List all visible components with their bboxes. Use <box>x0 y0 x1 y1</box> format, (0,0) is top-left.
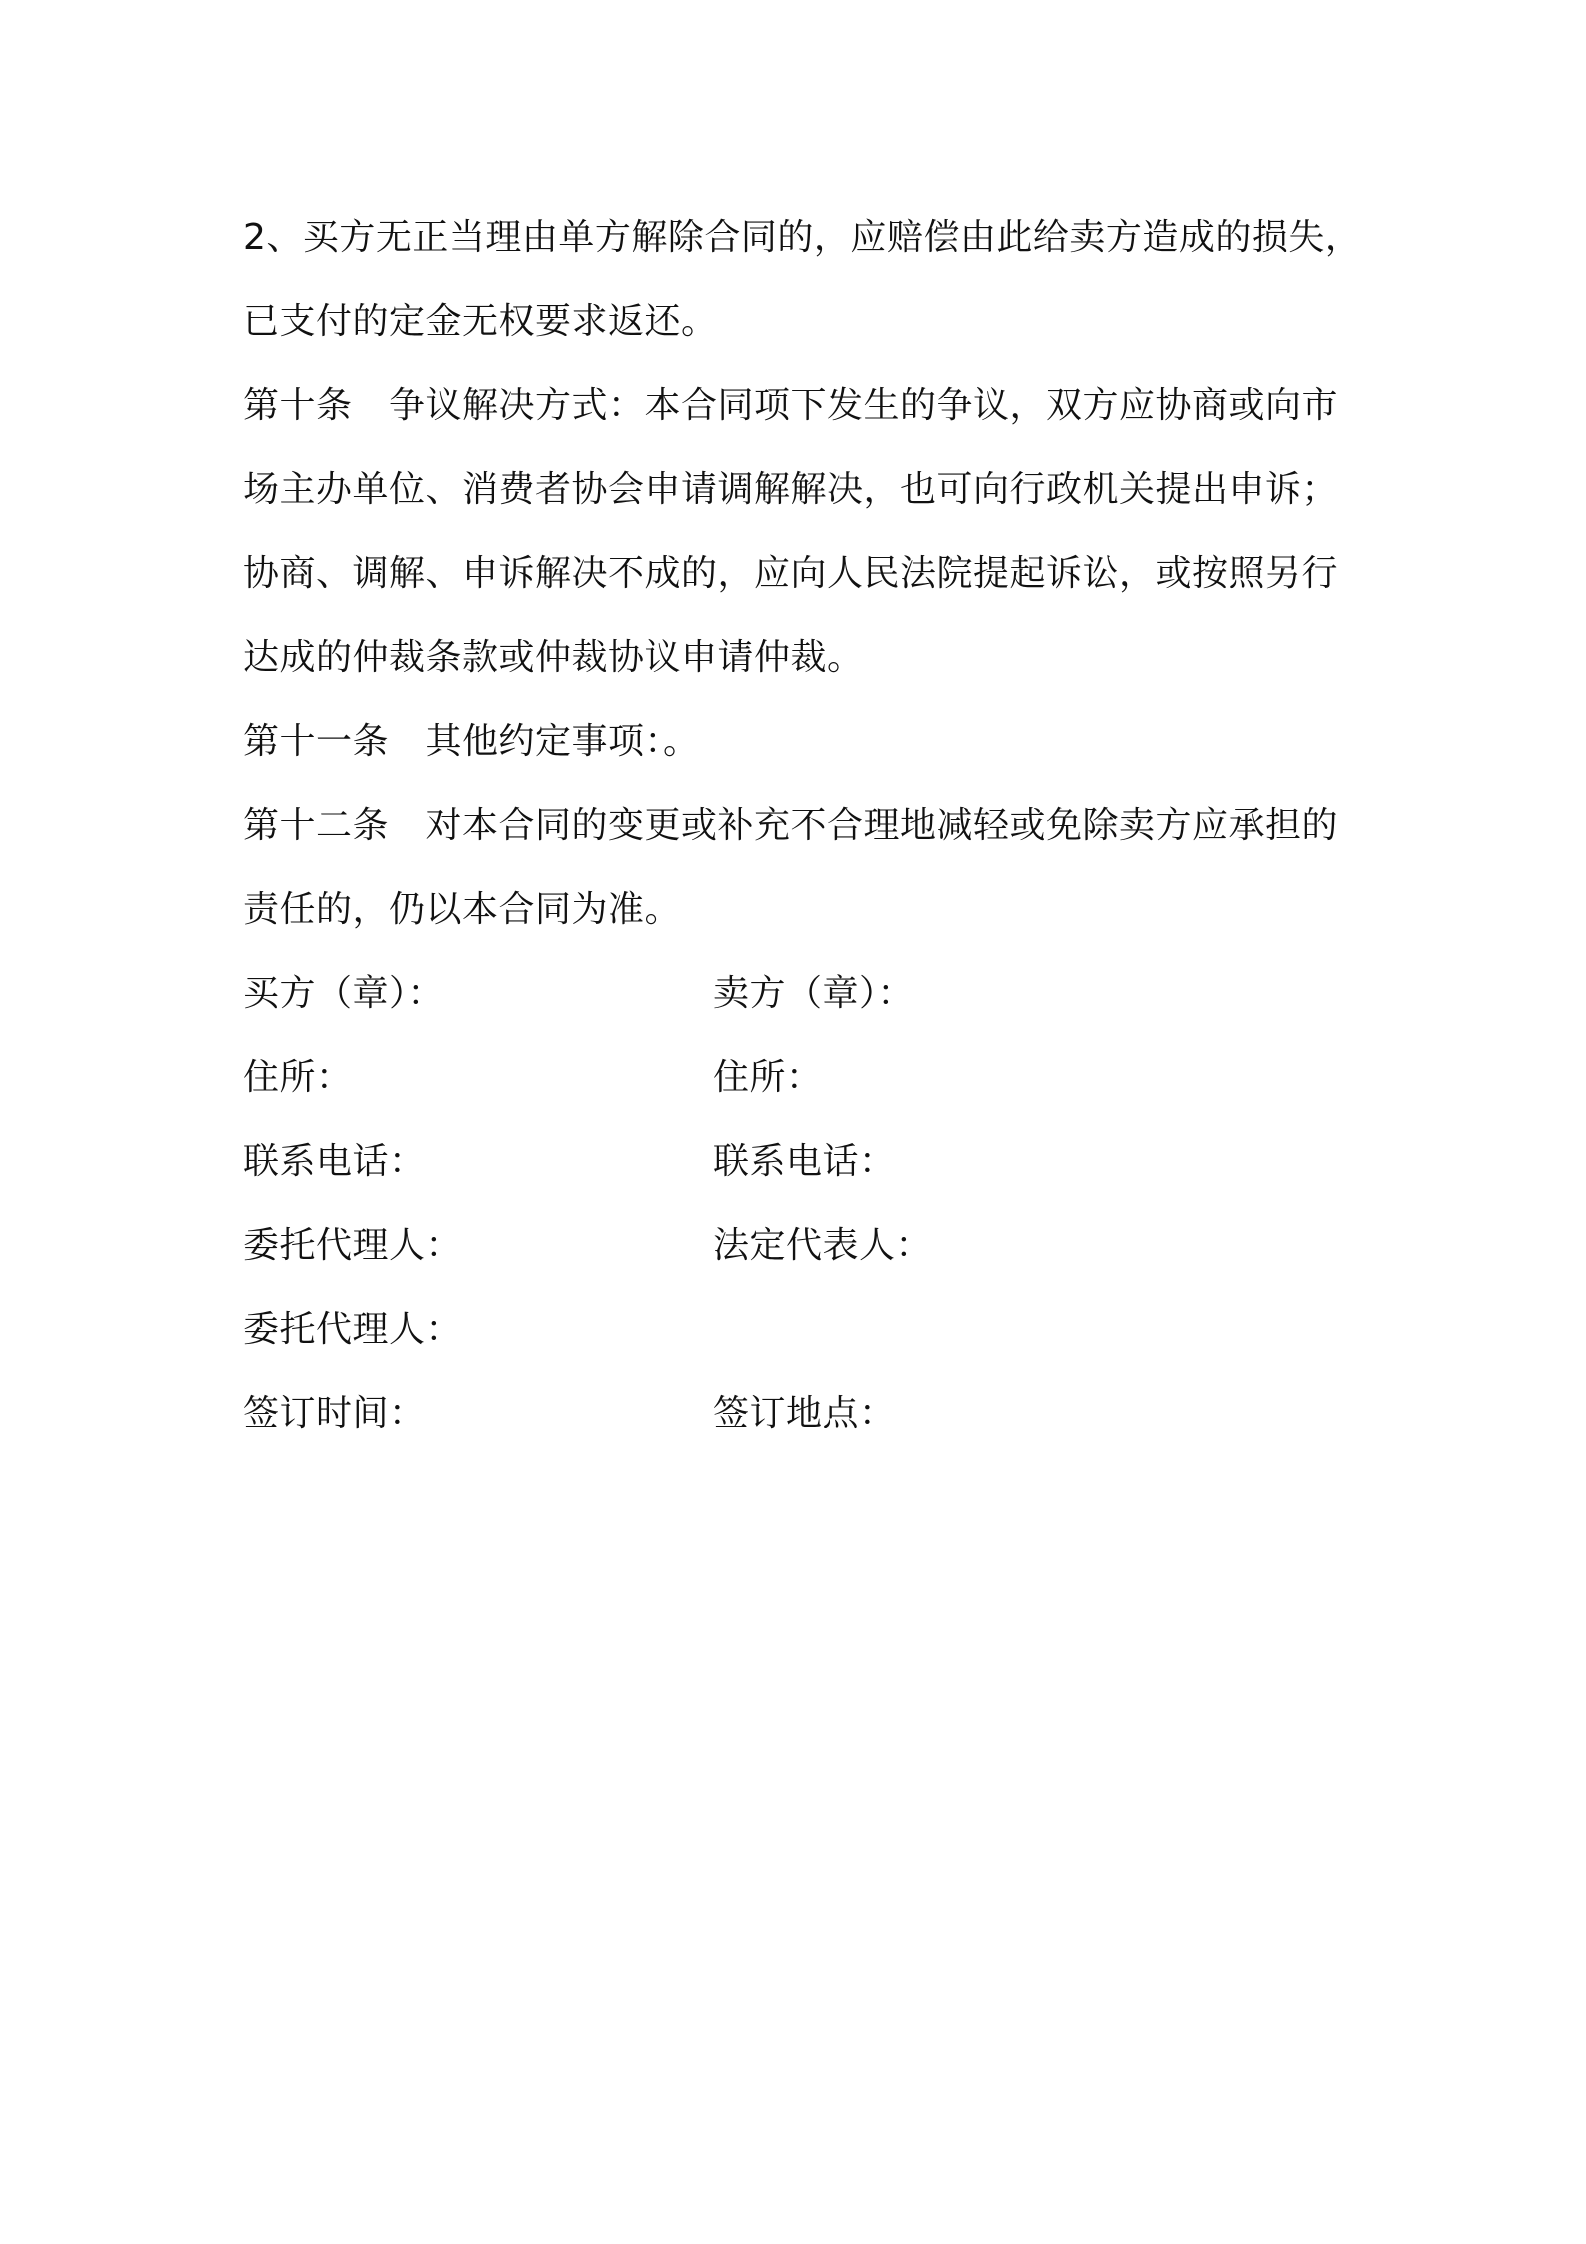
signature-row-agent-2 <box>243 1288 1373 1372</box>
signature-row-seal <box>243 952 1373 1036</box>
clause-eleven-other-terms: 第十一条 其他约定事项：。 <box>243 721 700 762</box>
clause-twelve-amendments: 第十二条 对本合同的变更或补充不合理地减轻或免除卖方应承担的责任的，仍以本合同为准。 <box>243 805 1339 930</box>
signature-row-agent <box>243 1204 1373 1288</box>
document-body <box>243 196 1373 1456</box>
buyer-agent-label: 委托代理人： <box>243 1225 463 1266</box>
clause-ten-dispute-resolution: 第十条 争议解决方式：本合同项下发生的争议，双方应协商或向市场主办单位、消费者协会申请调解解决，也可向行政机关提出申诉；协商、调解、申诉解决不成的，应向人民法院提起诉讼，或按照另行达成的仲裁条款或仲裁协议申请仲裁。 <box>243 385 1339 678</box>
signing-place-label: 签订地点： <box>713 1393 896 1434</box>
clause-paragraph-breach: 2、买方无正当理由单方解除合同的，应赔偿由此给卖方造成的损失，已支付的定金无权要求返还。 <box>243 217 1362 342</box>
signature-row-date-place <box>243 1372 1373 1456</box>
seller-legal-rep-label: 法定代表人： <box>713 1225 933 1266</box>
buyer-address-label: 住所： <box>243 1057 353 1098</box>
signature-row-phone <box>243 1120 1373 1204</box>
buyer-seal-label: 买方（章）： <box>243 973 445 1014</box>
seller-address-label: 住所： <box>713 1057 823 1098</box>
seller-seal-label: 卖方（章）： <box>713 973 915 1014</box>
seller-agent-label: 委托代理人： <box>243 1309 463 1350</box>
signing-date-label: 签订时间： <box>243 1393 426 1434</box>
signature-row-address <box>243 1036 1373 1120</box>
signature-block <box>243 952 1373 1456</box>
buyer-phone-label: 联系电话： <box>243 1141 426 1182</box>
seller-phone-label: 联系电话： <box>713 1141 896 1182</box>
